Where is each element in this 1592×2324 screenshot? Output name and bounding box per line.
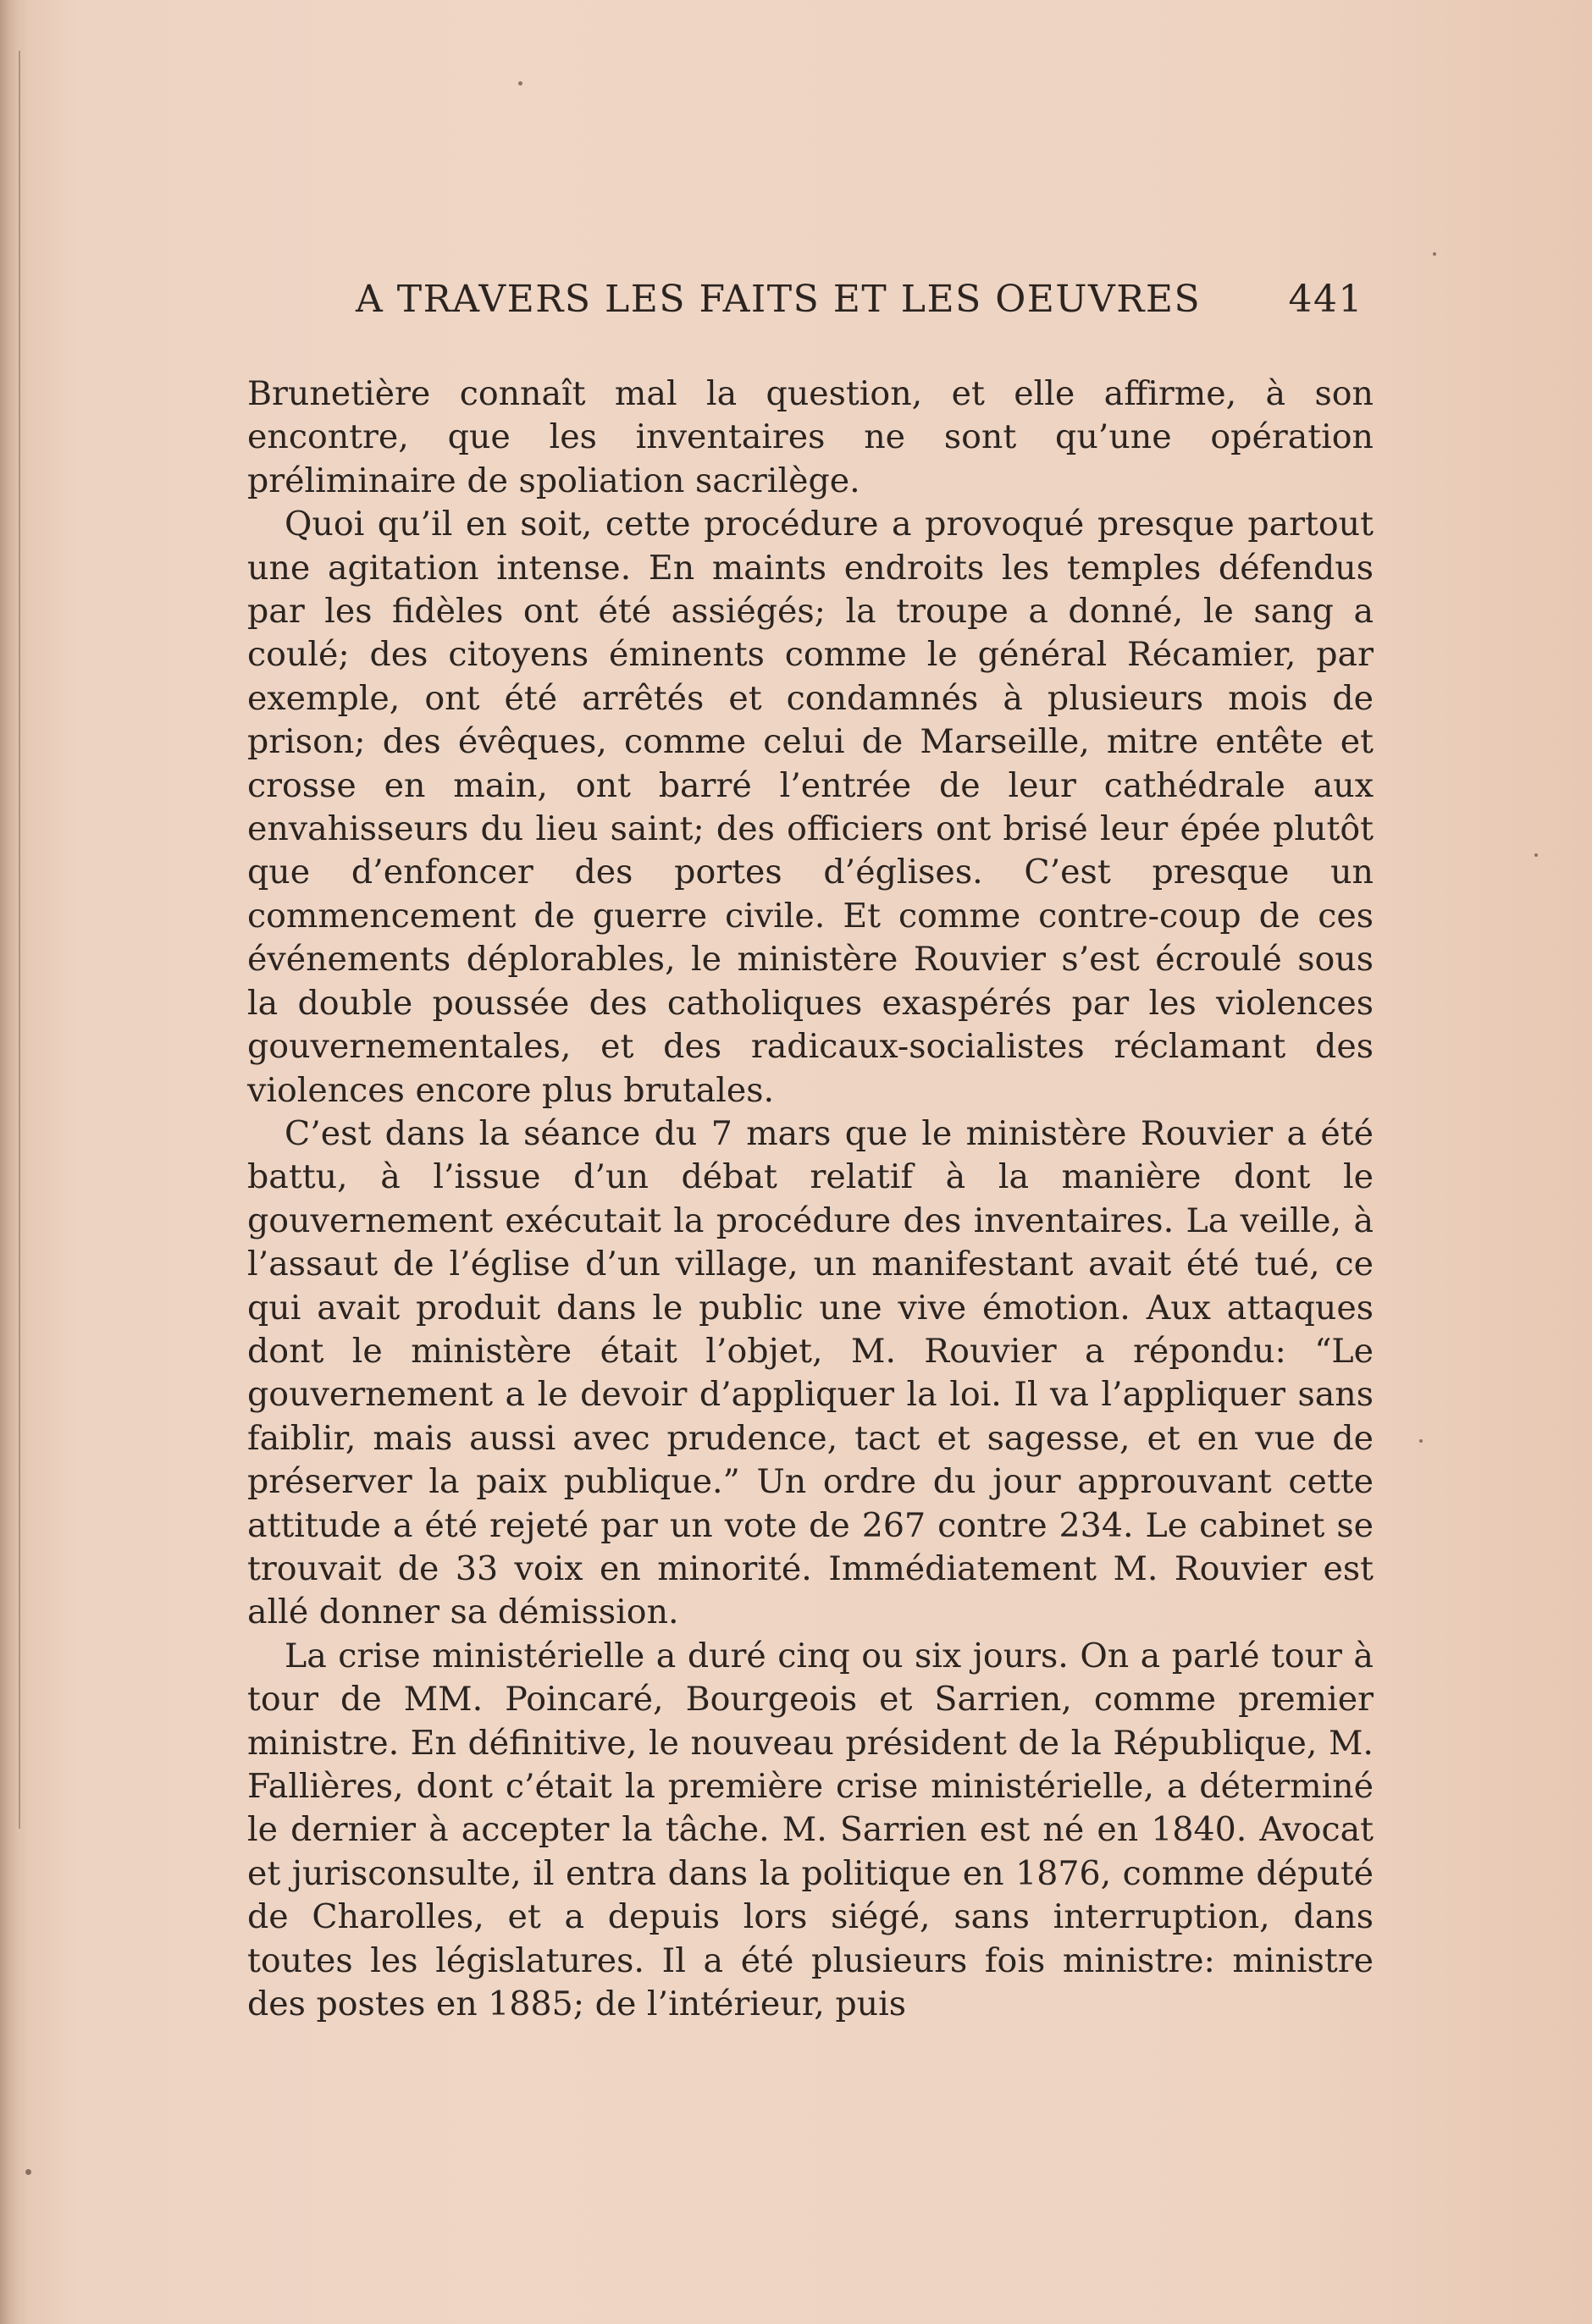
paragraph: C’est dans la séance du 7 mars que le ministère Rouvier a été battu, à l’issue d’un débat relatif à la manière dont le gouvernement exécutait la procédure des inventaires. La veille, à l’assaut de l’église d’un village, un manifestant avait été tué, ce qui avait produit dans le public une vive émotion. Aux attaques dont le ministère était l’objet, M. Rouvier a répondu: “Le gouvernement a le devoir d’appliquer la loi. Il va l’appliquer sans faiblir, mais aussi avec prudence, tact et sagesse, et en vue de préserver la paix publique.” Un ordre du jour approuvant cette attitude a été rejeté par un vote de 267 contre 234. Le cabinet se trouvait de 33 voix en minorité. Immédiatement M. Rouvier est allé donner sa démission. bbox=[247, 1113, 1374, 1632]
ink-speck bbox=[25, 2169, 31, 2175]
paragraph: Quoi qu’il en soit, cette procédure a provoqué presque partout une agitation intense. En maints endroits les temples défendus par les fidèles ont été assiégés; la troupe a donné, le sang a coulé; des citoyens éminents comme le général Récamier, par exemple, ont été arrêtés et condamnés à plusieurs mois de prison; des évêques, comme celui de Marseille, mitre entête et crosse en main, ont barré l’entrée de leur cathédrale aux envahisseurs du lieu saint; des officiers ont brisé leur épée plutôt que d’enfoncer des portes d’églises. C’est presque un commencement de guerre civile. Et comme contre-coup de ces événements déplorables, le ministère Rouvier s’est écroulé sous la double poussée des catholiques exaspérés par les violences gouvernementales, et des radicaux-socialistes réclamant des violences encore plus brutales. bbox=[247, 505, 1374, 1110]
running-head-title: A TRAVERS LES FAITS ET LES OEUVRES bbox=[356, 278, 1202, 321]
paragraph: La crise ministérielle a duré cinq ou six jours. On a parlé tour à tour de MM. Poincaré, Bourgeois et Sarrien, comme premier ministre. En définitive, le nouveau président de la République, M. Fallières, dont c’était la première crise ministérielle, a déterminé le dernier à accepter la tâche. M. Sarrien est né en 1840. Avocat et jurisconsulte, il entra dans la politique en 1876, comme député de Charolles, et a depuis lors siégé, sans interruption, dans toutes les législatures. Il a été plusieurs fois ministre: ministre des postes en 1885; de l’intérieur, puis bbox=[247, 1636, 1374, 2024]
ink-speck bbox=[1433, 252, 1436, 256]
body-text bbox=[247, 373, 1374, 2026]
page-number: 441 bbox=[1288, 278, 1363, 321]
ink-speck bbox=[1534, 853, 1538, 857]
ink-speck bbox=[518, 81, 522, 86]
running-head bbox=[356, 278, 1363, 328]
ink-speck bbox=[1419, 1439, 1423, 1443]
book-spine-shadow bbox=[0, 0, 29, 2324]
binding-line bbox=[19, 51, 20, 1829]
paragraph: Brunetière connaît mal la question, et elle affirme, à son encontre, que les inventaires ne sont qu’une opération préliminaire de spoliation sacrilège. bbox=[247, 374, 1374, 500]
